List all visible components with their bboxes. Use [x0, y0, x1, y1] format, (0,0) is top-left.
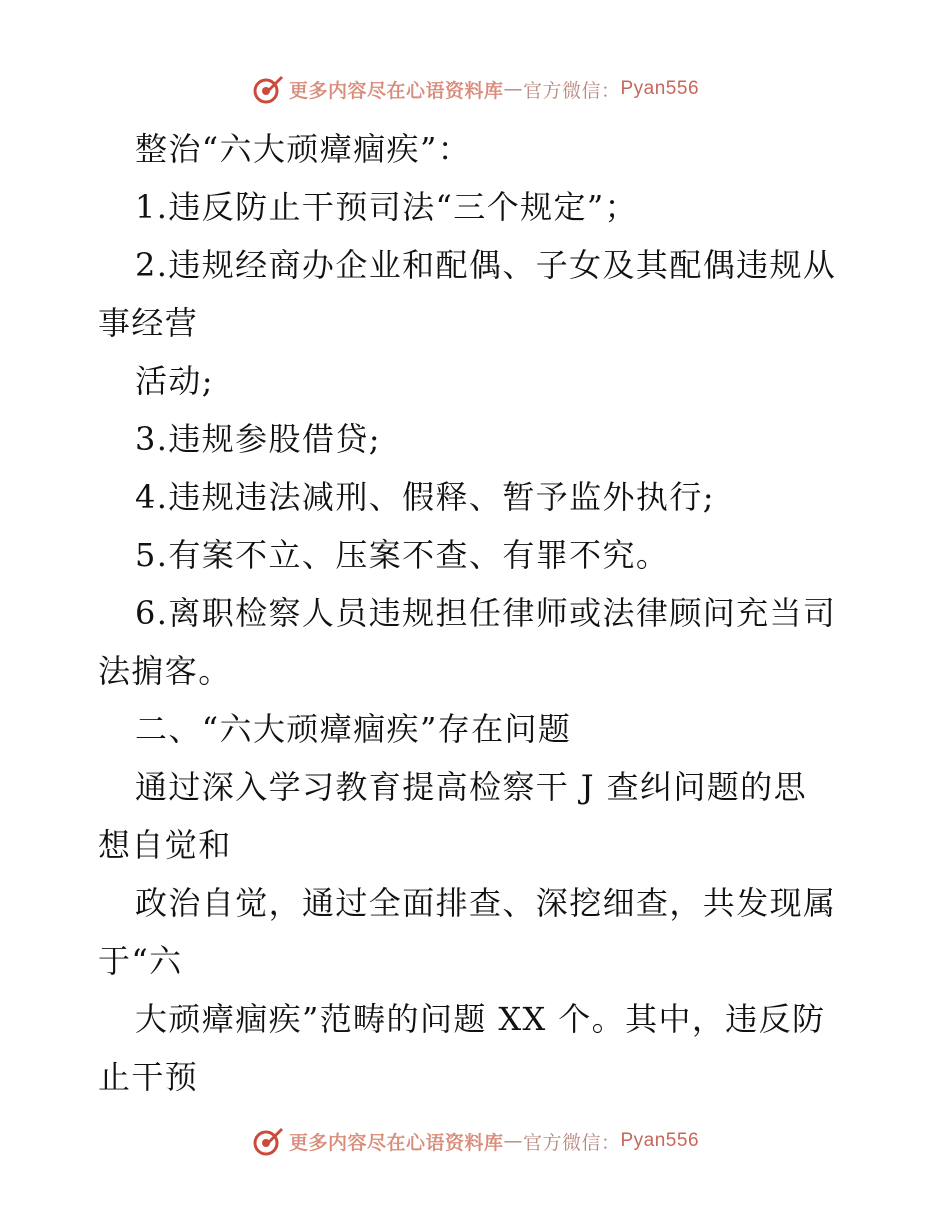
- watermark-dash: —: [503, 1130, 523, 1152]
- text-line: 4.违规违法减刑、假释、暂予监外执行;: [135, 478, 715, 516]
- watermark-label: 官方微信：: [522, 1131, 621, 1154]
- watermark-brand: 更多内容尽在心语资料库: [288, 1131, 504, 1154]
- text-line: 活动;: [135, 362, 214, 400]
- text-line: 止干预: [98, 1058, 199, 1096]
- text-line: 想自觉和: [98, 826, 232, 864]
- quill-logo-icon: [251, 72, 285, 106]
- header-watermark: [0, 72, 950, 106]
- watermark-label: 官方微信：: [522, 79, 621, 102]
- text-line: 1.违反防止干预司法“三个规定”；: [135, 188, 639, 226]
- text-line: 6.离职检察人员违规担任律师或法律顾问充当司: [135, 594, 837, 632]
- text-line: 政治自觉，通过全面排查、深挖细查，共发现属: [135, 884, 837, 922]
- text-line: 整治“六大顽瘴痼疾”：: [135, 130, 472, 168]
- text-line: 大顽瘴痼疾”范畴的问题 XX 个。其中，违反防: [135, 1000, 826, 1038]
- text-line: 法掮客。: [98, 652, 232, 690]
- document-body: [0, 120, 950, 1106]
- text-line: 3.违规参股借贷;: [135, 420, 381, 458]
- text-line: 通过深入学习教育提高检察干 J 查纠问题的思: [135, 768, 807, 806]
- watermark-id: Pyan556: [620, 78, 700, 99]
- quill-logo-icon: [251, 1124, 285, 1158]
- text-line: 于“六: [98, 942, 183, 980]
- text-line: 事经营: [98, 304, 199, 342]
- text-line: 2.违规经商办企业和配偶、子女及其配偶违规从: [135, 246, 837, 284]
- footer-watermark: [0, 1124, 950, 1158]
- watermark-brand: 更多内容尽在心语资料库: [288, 79, 504, 102]
- watermark-id: Pyan556: [620, 1130, 700, 1151]
- watermark-dash: —: [503, 78, 523, 100]
- text-line: 二、“六大顽瘴痼疾”存在问题: [135, 710, 572, 748]
- text-line: 5.有案不立、压案不查、有罪不究。: [135, 536, 670, 574]
